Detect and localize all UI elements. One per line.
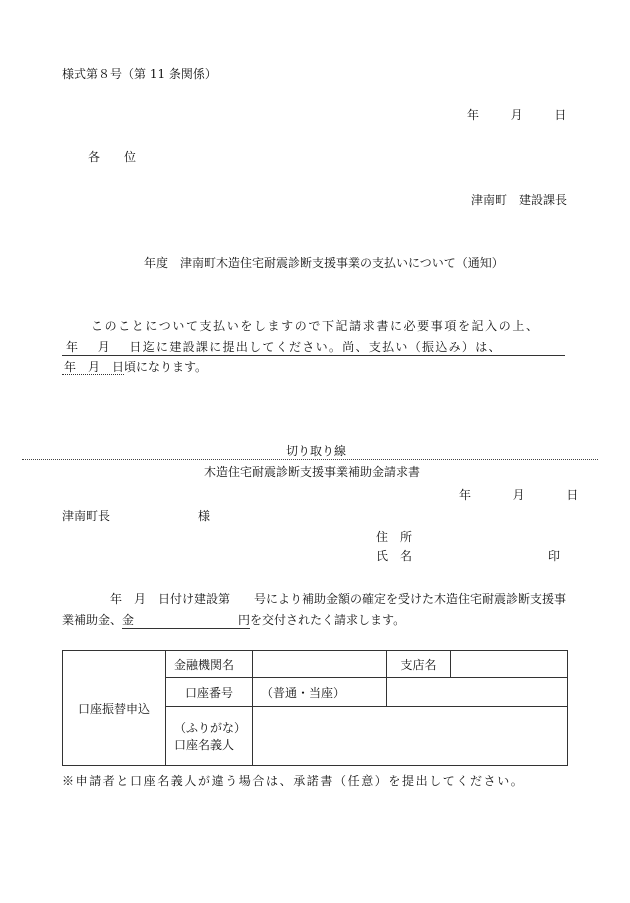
header-date bbox=[467, 107, 566, 123]
header-date-month: 月 bbox=[510, 108, 523, 122]
notice-line-1: このことについて支払いをしますので下記請求書に必要事項を記入の上、 bbox=[91, 319, 540, 333]
notice-line-2 bbox=[62, 339, 565, 356]
claim-line-1: 年 月 日付け建設第 号により補助金額の確定を受けた木造住宅耐震診断支援事 bbox=[110, 592, 567, 606]
header-date-day: 日 bbox=[554, 108, 567, 122]
account-number-field[interactable] bbox=[387, 678, 568, 707]
addressee: 津南町長 bbox=[62, 509, 111, 523]
claim-date bbox=[459, 487, 578, 503]
honorific: 様 bbox=[198, 509, 211, 523]
bank-section-label: 口座振替申込 bbox=[63, 651, 166, 766]
payment-date: 年 月 日 bbox=[64, 360, 125, 374]
recipients: 各 位 bbox=[88, 150, 137, 164]
name-label: 氏 名 bbox=[376, 549, 413, 563]
cut-line bbox=[22, 459, 598, 460]
notice-line-2-text: に建設課に提出してください。尚、支払い（振込み）は、 bbox=[156, 340, 502, 354]
holder-label: 口座名義人 bbox=[174, 738, 235, 752]
header-date-year: 年 bbox=[467, 108, 480, 122]
account-number-label: 口座番号 bbox=[166, 678, 253, 707]
bank-transfer-table bbox=[62, 650, 568, 766]
claim-date-day: 日 bbox=[566, 488, 579, 502]
footnote: ※申請者と口座名義人が違う場合は、承諾書（任意）を提出してください。 bbox=[62, 774, 525, 788]
notice-title: 年度 津南町木造住宅耐震診断支援事業の支払いについて（通知） bbox=[144, 256, 504, 270]
bank-name-label: 金融機関名 bbox=[166, 651, 253, 678]
branch-label: 支店名 bbox=[387, 651, 451, 678]
claim-date-year: 年 bbox=[459, 488, 472, 502]
deadline-date: 年 月 日迄 bbox=[66, 340, 157, 354]
sender: 津南町 建設課長 bbox=[471, 193, 568, 207]
claim-line-2 bbox=[62, 612, 405, 629]
claim-title: 木造住宅耐震診断支援事業補助金請求書 bbox=[204, 465, 421, 479]
notice-line-3-text: 頃になります。 bbox=[124, 360, 208, 374]
bank-name-field[interactable] bbox=[253, 651, 387, 678]
claim-line-2-lead: 業補助金、 bbox=[62, 613, 123, 627]
branch-field[interactable] bbox=[451, 651, 568, 678]
account-holder-label bbox=[166, 707, 253, 766]
amount-prefix: 金 bbox=[122, 613, 135, 627]
claim-date-month: 月 bbox=[512, 488, 525, 502]
notice-line-3 bbox=[62, 359, 207, 375]
amount-field[interactable] bbox=[122, 612, 250, 629]
address-label: 住 所 bbox=[376, 530, 413, 544]
account-holder-field[interactable] bbox=[253, 707, 568, 766]
claim-line-2-text: を交付されたく請求します。 bbox=[250, 613, 406, 627]
cut-line-label: 切り取り線 bbox=[286, 444, 347, 458]
furigana-label: （ふりがな） bbox=[174, 721, 247, 735]
account-type: （普通・当座） bbox=[253, 678, 387, 707]
seal-mark: 印 bbox=[548, 549, 561, 563]
amount-suffix: 円 bbox=[238, 613, 251, 627]
form-number: 様式第８号（第 11 条関係） bbox=[62, 67, 217, 81]
